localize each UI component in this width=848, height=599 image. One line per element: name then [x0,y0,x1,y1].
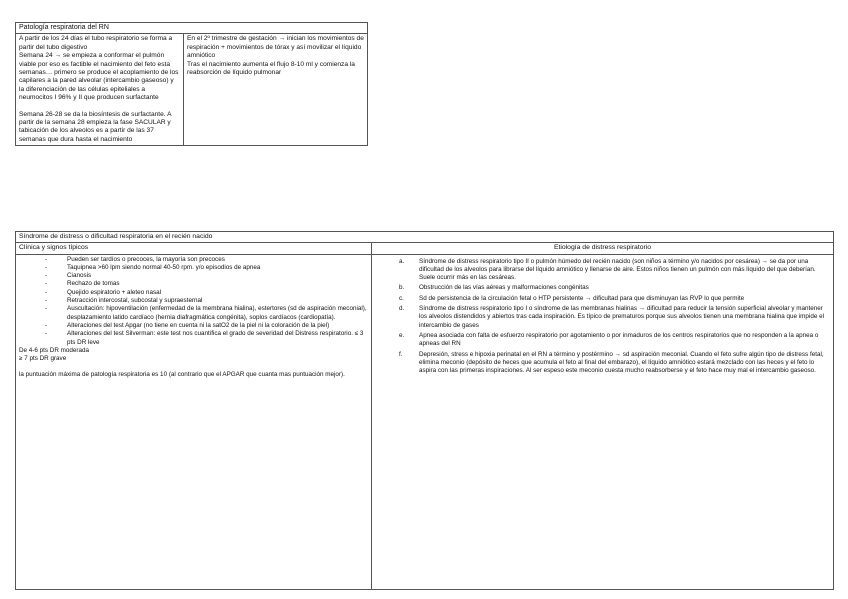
item-text: Síndrome de distress respiratorio tipo I o síndrome de las membranas hialinas → dificultad para reducir la tensión superficial alveolar y mantener los alveolos distendidos y abiertos tras cada inspiración. Es típico de prematuros porque sus alveolos tienen una membrana hialina que impide el intercambio de gases [419,305,824,329]
table1-title: Patología respiratoria del RN [16,23,368,34]
severity-moderate: De 4-6 pts DR moderada [19,346,89,354]
table2-col1-header: Clínica y signos típicos [16,243,372,254]
table1-right-p1: En el 2º trimestre de gestación → inician los movimientos de respiración + movimientos de tórax y así movilizar el líquido amniótico [187,35,364,60]
table-patologia-rn [15,22,368,146]
item-text: Obstrucción de las vías aéreas y malformaciones congénitas [419,284,589,292]
puntuacion-note: la puntuación máxima de patología respiratoria es 10 (al contrario que el APGAR que cuanta mas puntuación mejor). [19,371,345,379]
table1-left-p3: Semana 26-28 se da la biosíntesis de surfactante. A partir de la semana 28 empieza la fase SACULAR y tabicación de los alveolos es a partir de las 37 semanas que dura hasta el nacimiento [19,110,172,143]
list-item [399,331,830,349]
table2-col2-header: Etiología de distress respiratorio [372,243,834,254]
item-marker: f. [399,350,403,358]
table1-left-gap [19,103,180,111]
list-item: - Pueden ser tardíos o precoces, la mayoría son precoces [67,256,368,264]
table1-left-cell [16,34,184,146]
list-item [399,305,830,330]
item-marker: e. [399,331,405,339]
etiologia-cell [372,254,834,589]
clinica-gap [19,363,368,371]
etiologia-list [375,258,830,376]
list-item: - Alteraciones del test Silverman: este test nos cuantifica el grado de severidad del Distress respiratorio. ≤ 3 pts DR leve [67,330,368,347]
severity-severe: ≥ 7 pts DR grave [19,355,67,363]
table1-right-p2: Tras el nacimiento aumenta el flujo 8-10 ml y comienza la reabsorción de líquido pulmonar [187,60,355,77]
item-text: Depresión, stress e hipoxia perinatal en el RN a término y postérmino → sd aspiración meconial. Cuando el feto sufre algún tipo de distress fetal, elimina meconio (depósito de heces que acumula el feto al final del embarazo), el líquido amniótico estará mezclado con las heces y el feto lo aspira con las primeras inspiraciones. Al ser espeso este meconio cuesta mucho reabsorberse y el feto hace muy mal el intercambio gaseoso. [419,350,824,375]
item-marker: b. [399,284,405,292]
list-item [399,257,830,283]
clinica-list [19,256,368,347]
list-item: - Taquipnea >60 lpm siendo normal 40-50 rpm. y/o episodios de apnea [67,264,368,272]
clinica-cell [16,254,372,589]
list-item [399,294,830,303]
list-item: - Auscultación: hipoventilación (enfermedad de la membrana hialina), estertores (sd de aspiración meconial), desplazamiento latido cardíaco (hernia diafragmática congénita), soplos cardíacos (cardiopatía). [67,305,368,322]
list-item: - Rechazo de tomas [67,280,368,288]
item-marker: a. [399,257,405,265]
item-text: Sd de persistencia de la circulación fetal o HTP persistente → dificultad para que disminuyan las RVP lo que permite [419,294,745,302]
table1-right-cell [184,34,368,146]
list-item [399,350,830,376]
list-item: - Quejido espiratorio + aleteo nasal [67,289,368,297]
item-text: Apnea asociada con falta de esfuerzo respiratorio por agotamiento o por inmaduros de los centros respiratorios que no responden a la apnea o apneas del RN [419,331,819,348]
list-item: - Cianosis [67,272,368,280]
item-text: Síndrome de distress respiratorio tipo II o pulmón húmedo del recién nacido (son niños a término y/o nacidos por cesárea) → se da por una dificultad de los alveolos para librarse del líquido amniótico y llenarse de aire. Estos niños tienen un pulmón con más líquido del que deberían. Suele ocurrir más en las cesáreas. [419,257,816,282]
list-item: - Alteraciones del test Apgar (no tiene en cuenta ni la satO2 de la piel ni la coloración de la piel) [67,322,368,330]
table-distress-respiratorio [15,231,834,590]
list-item: - Retracción intercostal, subcostal y supraesternal [67,297,368,305]
table2-title: Síndrome de distress o dificultad respiratoria en el recién nacido [16,232,834,243]
table1-left-p2: Semana 24 → se empieza a conformar el pulmón viable por eso es factible el nacimiento del feto esta semanas… primero se produce el acoplamiento de los capilares a la pared alveolar (intercambio gaseoso) y la diferenciación de las células epiteliales a neumocitos I 96% y II que producen surfactante [19,52,179,102]
item-marker: d. [399,305,405,313]
table1-left-p1: A partir de los 24 días el tubo respiratorio se forma a partir del tubo digestivo [19,35,173,51]
item-marker: c. [399,294,404,302]
list-item [399,284,830,292]
